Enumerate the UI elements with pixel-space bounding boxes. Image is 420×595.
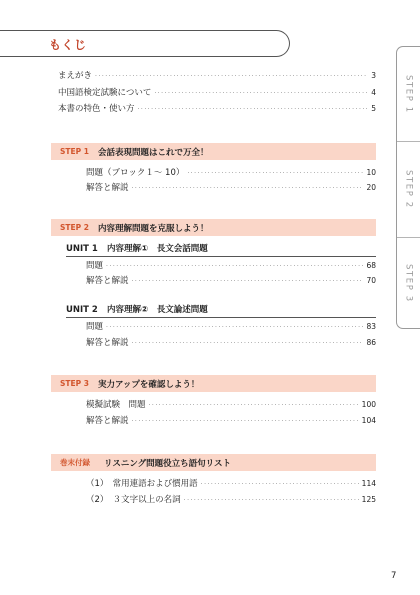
section-title: リスニング問題役立ち語句リスト xyxy=(104,458,231,469)
toc-entry[interactable] xyxy=(86,478,376,490)
leader-dots xyxy=(138,104,369,115)
section-title: 内容理解問題を克服しよう！ xyxy=(98,223,209,234)
side-tab-step3[interactable] xyxy=(397,238,420,328)
section-title: 実力アップを確認しよう！ xyxy=(98,379,200,390)
section-bar-step2 xyxy=(51,219,376,236)
toc-entry-page: 83 xyxy=(366,322,376,331)
unit-number: UNIT 2 xyxy=(66,305,98,315)
side-tab-step2-label: STEP 2 xyxy=(403,170,414,209)
leader-dots xyxy=(95,71,368,82)
leader-dots xyxy=(132,183,364,194)
leader-dots xyxy=(106,322,363,333)
toc-entry-label: まえがき xyxy=(58,71,93,81)
unit-number: UNIT 1 xyxy=(66,244,98,254)
leader-dots xyxy=(154,88,368,99)
page-number: 7 xyxy=(391,571,397,581)
toc-entry-label: （1） 常用連語および慣用語 xyxy=(86,479,198,489)
section-tag: 巻末付録 xyxy=(60,458,90,467)
side-tab-step2[interactable] xyxy=(397,142,420,237)
toc-entry-label: 本書の特色・使い方 xyxy=(58,104,135,114)
toc-entry-page: 125 xyxy=(361,495,376,504)
toc-entry[interactable] xyxy=(86,494,376,506)
toc-entry-page: 104 xyxy=(361,416,376,425)
toc-title-tab xyxy=(0,30,290,57)
toc-entry-label: 解答と解説 xyxy=(86,183,129,193)
toc-entry[interactable] xyxy=(86,182,376,194)
leader-dots xyxy=(187,168,363,179)
toc-entry-page: 3 xyxy=(371,71,376,80)
toc-entry[interactable] xyxy=(58,87,376,99)
toc-entry-label: 中国語検定試験について xyxy=(58,88,152,98)
unit-heading xyxy=(66,242,376,257)
unit-heading xyxy=(66,303,376,318)
toc-entry-page: 5 xyxy=(371,104,376,113)
section-bar-step1 xyxy=(51,143,376,160)
section-bar-appendix xyxy=(51,454,376,471)
toc-entry-page: 68 xyxy=(366,261,376,270)
toc-entry[interactable] xyxy=(58,103,376,115)
section-bar-step3 xyxy=(51,375,376,392)
side-tab-step1-label: STEP 1 xyxy=(403,74,414,114)
leader-dots xyxy=(132,276,364,287)
side-step-tabs xyxy=(396,46,420,329)
toc-entry-page: 20 xyxy=(366,183,376,192)
leader-dots xyxy=(132,338,364,349)
section-tag: STEP 2 xyxy=(60,223,89,232)
toc-entry-label: 問題 xyxy=(86,322,104,332)
toc-entry[interactable] xyxy=(58,70,376,82)
toc-entry-label: （2） ３文字以上の名詞 xyxy=(86,495,181,505)
toc-entry-page: 10 xyxy=(366,168,376,177)
toc-entry[interactable] xyxy=(86,167,376,179)
toc-entry-page: 4 xyxy=(371,88,376,97)
toc-entry[interactable] xyxy=(86,275,376,287)
toc-entry-page: 114 xyxy=(361,479,376,488)
leader-dots xyxy=(132,416,359,427)
leader-dots xyxy=(201,479,359,490)
toc-entry[interactable] xyxy=(86,415,376,427)
section-tag: STEP 1 xyxy=(60,147,89,156)
toc-entry[interactable] xyxy=(86,260,376,272)
toc-title: もくじ xyxy=(49,38,87,52)
toc-entry[interactable] xyxy=(86,337,376,349)
unit-title: 内容理解① 長文会話問題 xyxy=(107,244,208,254)
toc-entry-label: 解答と解説 xyxy=(86,276,129,286)
toc-entry-page: 100 xyxy=(361,400,376,409)
leader-dots xyxy=(184,495,359,506)
unit-title: 内容理解② 長文論述問題 xyxy=(107,305,208,315)
section-title: 会話表現問題はこれで万全！ xyxy=(98,147,209,158)
toc-entry-label: 問題（ブロック１～ 10） xyxy=(86,168,185,178)
toc-entry-label: 問題 xyxy=(86,261,104,271)
leader-dots xyxy=(106,261,363,272)
toc-entry-label: 解答と解説 xyxy=(86,416,129,426)
toc-entry[interactable] xyxy=(86,321,376,333)
toc-entry-label: 解答と解説 xyxy=(86,338,129,348)
side-tab-step1[interactable] xyxy=(397,47,420,141)
leader-dots xyxy=(149,400,359,411)
side-tab-step3-label: STEP 3 xyxy=(403,263,414,303)
toc-entry-label: 模擬試験 問題 xyxy=(86,400,146,410)
toc-entry-page: 86 xyxy=(366,338,376,347)
toc-entry[interactable] xyxy=(86,399,376,411)
toc-entry-page: 70 xyxy=(366,276,376,285)
section-tag: STEP 3 xyxy=(60,379,89,388)
